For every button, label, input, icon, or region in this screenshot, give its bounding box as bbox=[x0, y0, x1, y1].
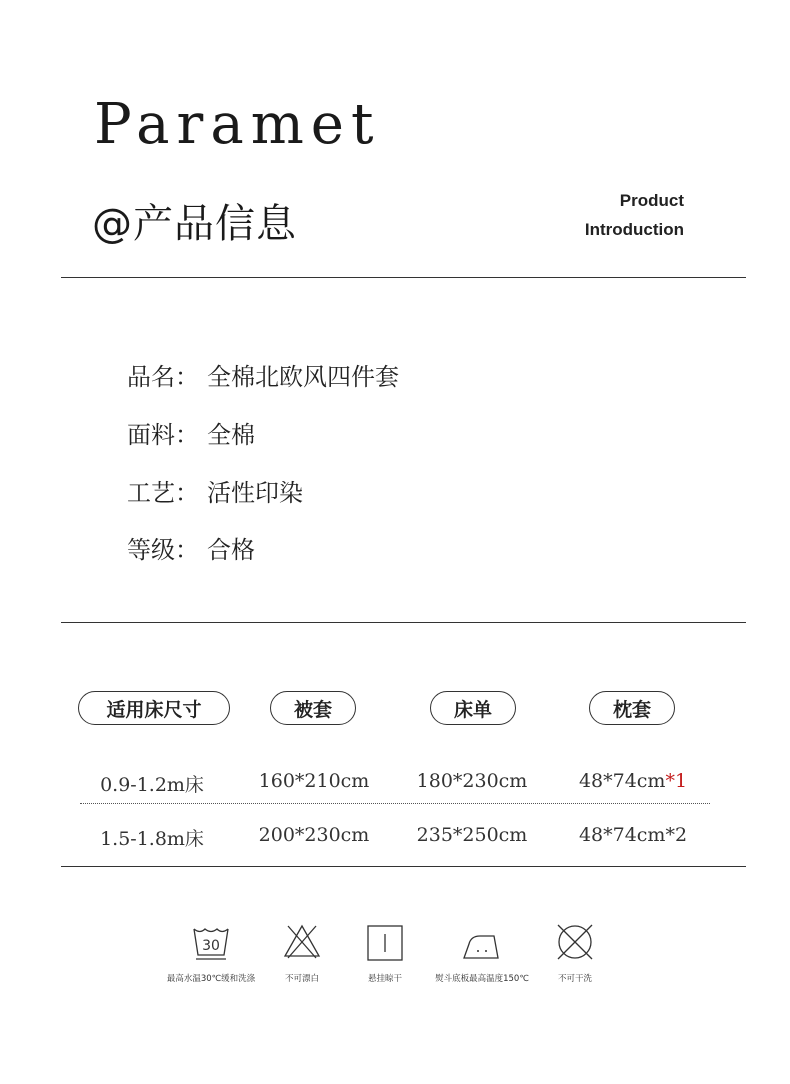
info-key: 面料： bbox=[127, 421, 199, 449]
no-bleach-icon bbox=[282, 922, 322, 962]
row-separator bbox=[80, 803, 710, 804]
no-dry-clean-icon bbox=[555, 922, 595, 962]
care-label: 最高水温30℃缓和洗涤 bbox=[166, 974, 256, 984]
header-bed-sheet: 床单 bbox=[430, 691, 516, 725]
care-label: 悬挂晾干 bbox=[367, 974, 402, 984]
intro-line-1: Product bbox=[619, 191, 684, 210]
info-row-grade bbox=[127, 530, 255, 565]
pillow-size: 48*74cm bbox=[578, 824, 666, 846]
divider-bottom bbox=[61, 866, 746, 867]
title-english: Paramet bbox=[94, 92, 381, 157]
info-row-process bbox=[127, 473, 303, 508]
row1-pillow bbox=[553, 770, 713, 792]
row2-cover: 200*230cm bbox=[258, 824, 370, 846]
header-duvet-cover: 被套 bbox=[270, 691, 356, 725]
product-introduction bbox=[585, 186, 684, 244]
wash-temperature: 30 bbox=[202, 938, 220, 954]
row2-bed: 1.5-1.8m床 bbox=[100, 828, 204, 850]
info-row-name bbox=[127, 357, 399, 392]
info-value: 全棉北欧风四件套 bbox=[207, 363, 399, 391]
info-value: 全棉 bbox=[207, 421, 255, 449]
divider-middle bbox=[61, 622, 746, 623]
row1-bed: 0.9-1.2m床 bbox=[100, 774, 204, 796]
info-value: 活性印染 bbox=[207, 479, 303, 507]
care-label: 熨斗底板最高温度150℃ bbox=[435, 974, 529, 984]
pillow-size: 48*74cm bbox=[578, 770, 666, 792]
title-chinese: @产品信息 bbox=[92, 201, 297, 247]
care-no-dry-clean bbox=[515, 922, 635, 984]
info-key: 品名： bbox=[127, 363, 199, 391]
pillow-quantity: *2 bbox=[665, 824, 688, 846]
divider-top bbox=[61, 277, 746, 278]
header-bed-size: 适用床尺寸 bbox=[78, 691, 230, 725]
info-key: 等级： bbox=[127, 536, 199, 564]
care-label: 不可干洗 bbox=[557, 974, 592, 984]
row2-pillow bbox=[553, 824, 713, 846]
row1-cover: 160*210cm bbox=[258, 770, 370, 792]
hang-dry-icon bbox=[365, 922, 405, 962]
row2-sheet: 235*250cm bbox=[416, 824, 528, 846]
row1-sheet: 180*230cm bbox=[416, 770, 528, 792]
info-row-fabric bbox=[127, 415, 255, 450]
wash-30-icon bbox=[191, 922, 231, 962]
iron-150-icon bbox=[462, 922, 502, 962]
intro-line-2: Introduction bbox=[584, 220, 684, 239]
care-label: 不可漂白 bbox=[284, 974, 319, 984]
header-pillowcase: 枕套 bbox=[589, 691, 675, 725]
info-key: 工艺： bbox=[127, 479, 199, 507]
pillow-quantity: *1 bbox=[665, 770, 688, 792]
info-value: 合格 bbox=[207, 536, 255, 564]
